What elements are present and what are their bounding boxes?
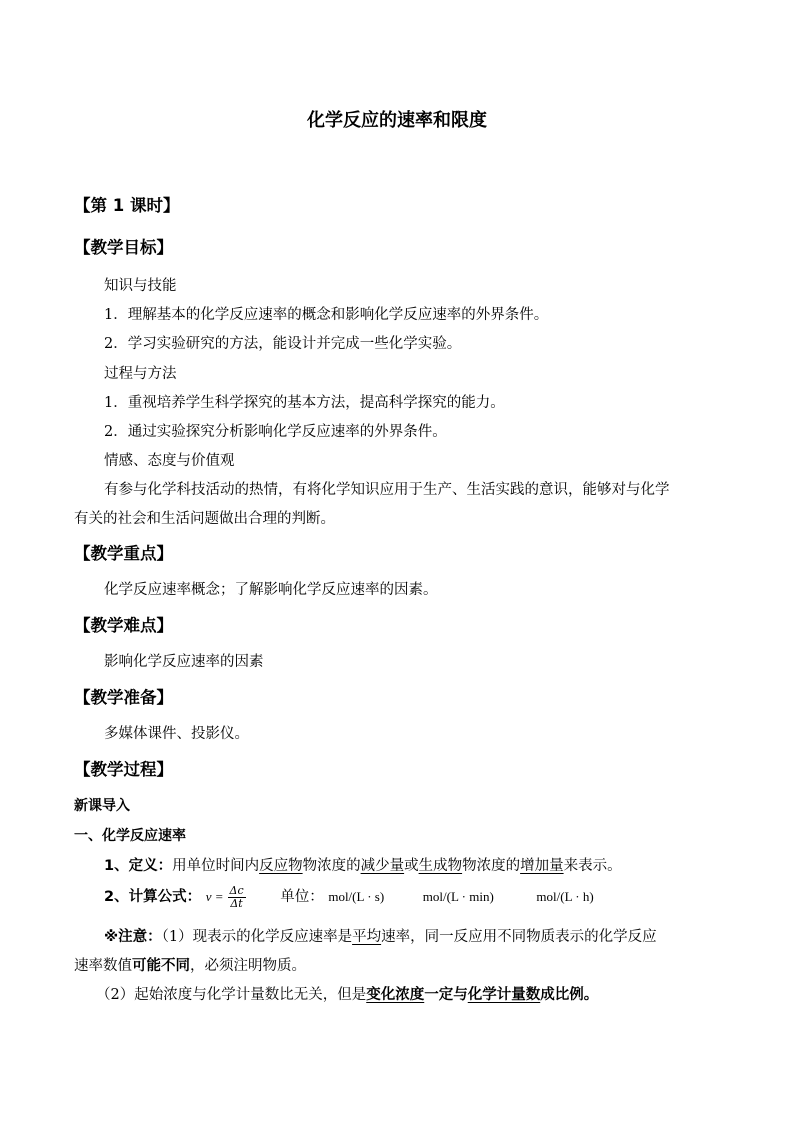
note-1-text-a: （1）现表示的化学反应速率是 [161,929,353,945]
goals-item-4: 2．通过实验探究分析影响化学反应速率的外界条件。 [104,424,447,440]
note-2-text-a: （2）起始浓度与化学计量数比无关，但是 [96,987,367,1003]
goals-paragraph-line-2: 有关的社会和生活问题做出合理的判断。 [74,511,335,527]
definition-text-c: 物浓度的 [302,858,361,874]
intro-label: 新课导入 [74,798,130,814]
note-label: ※注意： [104,929,162,945]
formula-fraction [228,885,246,910]
note-1-text-c: 速率，同一反应用不同物质表示的化学反应 [381,929,657,945]
note-1-line-1 [104,927,657,947]
formula-label: 2、计算公式： [104,889,202,905]
note-2-text-c: 一定与 [424,987,468,1003]
note-1-text-d: 速率数值 [74,958,132,974]
goals-sub-knowledge: 知识与技能 [104,278,177,294]
goals-paragraph-line-1: 有参与化学科技活动的热情，有将化学知识应用于生产、生活实践的意识，能够对与化学 [104,482,670,498]
definition-product: 生成物 [418,858,463,874]
note-1-average: 平均 [352,929,382,945]
formula-denominator: Δt [230,896,243,910]
goals-item-3: 1．重视培养学生科学探究的基本方法，提高科学探究的能力。 [104,395,505,411]
page-title: 化学反应的速率和限度 [307,110,487,131]
section-heading-rate: 一、化学反应速率 [74,828,186,844]
formula-line [104,882,594,912]
goals-item-1: 1．理解基本的化学反应速率的概念和影响化学反应速率的外界条件。 [104,307,549,323]
goals-item-2: 2．学习实验研究的方法，能设计并完成一些化学实验。 [104,336,462,352]
focus-text: 化学反应速率概念；了解影响化学反应速率的因素。 [104,582,438,598]
definition-text-e: 或 [404,858,419,874]
unit-per-second: mol/(L · s) [328,889,385,904]
goals-heading: 【教学目标】 [74,238,173,257]
unit-per-hour: mol/(L · h) [536,889,594,904]
definition-text-i: 来表示。 [563,858,622,874]
definition-reactant: 反应物 [259,858,303,874]
definition-label: 1、定义： [104,858,173,874]
formula-numerator: Δc [229,883,244,897]
note-2-coefficient: 化学计量数 [467,987,541,1003]
prep-text: 多媒体课件、投影仪。 [104,726,249,742]
lesson-heading: 【第 1 课时】 [74,196,180,215]
focus-heading: 【教学重点】 [74,544,173,563]
unit-per-minute: mol/(L · min) [422,889,494,904]
definition-text-a: 用单位时间内 [172,858,260,874]
note-2-line [96,985,598,1005]
note-1-line-2 [74,956,306,976]
note-1-text-f: ，必须注明物质。 [190,958,306,974]
unit-label: 单位： [280,889,324,905]
goals-sub-process: 过程与方法 [104,366,177,382]
definition-increase: 增加量 [520,858,564,874]
difficulty-heading: 【教学难点】 [74,616,173,635]
formula-v: v = [205,889,224,904]
process-heading: 【教学过程】 [74,760,173,779]
definition-line [104,856,622,876]
definition-decrease: 减少量 [360,858,405,874]
note-1-may-differ: 可能不同 [132,958,190,974]
note-2-change-concentration: 变化浓度 [366,987,425,1003]
note-2-text-e: 成比例。 [540,987,599,1003]
goals-sub-attitude: 情感、态度与价值观 [104,453,235,469]
difficulty-text: 影响化学反应速率的因素 [104,654,264,670]
definition-text-g: 物浓度的 [462,858,521,874]
prep-heading: 【教学准备】 [74,688,173,707]
